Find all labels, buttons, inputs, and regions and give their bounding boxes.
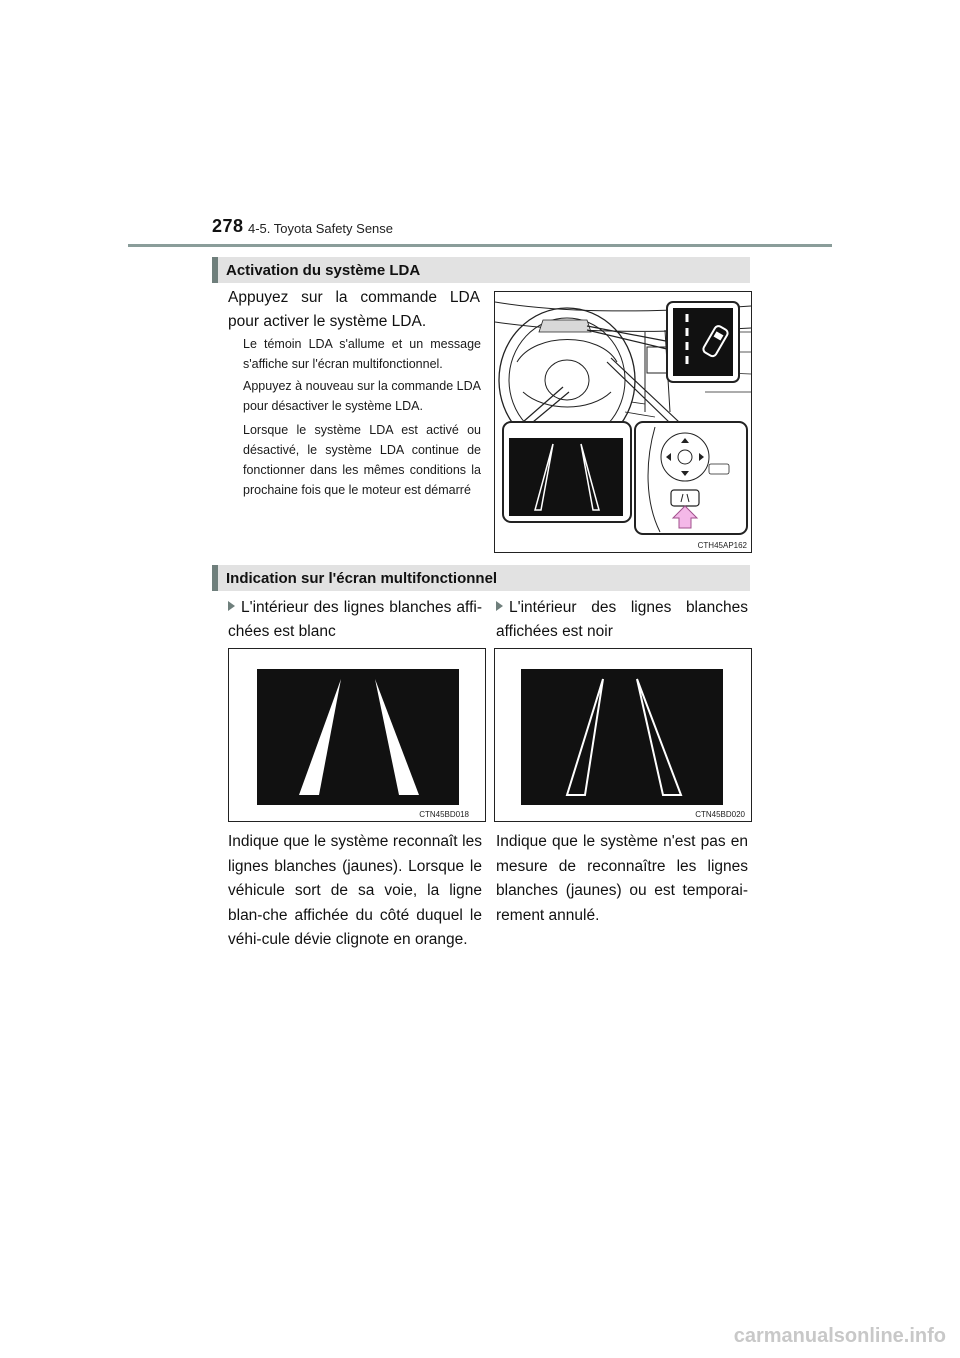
watermark: carmanualsonline.info bbox=[733, 1325, 946, 1347]
activation-instruction: Appuyez sur la commande LDA pour activer le système LDA. bbox=[228, 289, 480, 330]
lane-display-figure-white bbox=[228, 648, 486, 822]
dashboard-illustration bbox=[495, 292, 751, 552]
lane-display-white bbox=[229, 649, 485, 821]
bullet-white-inside bbox=[228, 596, 482, 644]
figure-code: CTN45BD020 bbox=[695, 810, 745, 819]
figure-code: CTN45BD018 bbox=[419, 810, 469, 819]
bullet-triangle-icon bbox=[228, 601, 235, 611]
bullet-text: L'intérieur des lignes blanches affichées est noir bbox=[496, 599, 748, 640]
bullet-triangle-icon bbox=[496, 601, 503, 611]
figure-code: CTH45AP162 bbox=[697, 541, 747, 550]
section-heading-activation bbox=[212, 257, 750, 283]
note-deactivate: Appuyez à nouveau sur la commande LDA pour désactiver le système LDA. bbox=[243, 379, 481, 413]
dashboard-figure bbox=[494, 291, 752, 553]
section-title: Indication sur l'écran multifonctionnel bbox=[226, 569, 498, 587]
section-heading-indication bbox=[212, 565, 750, 591]
section-title: Activation du système LDA bbox=[226, 261, 421, 279]
caption-white-inside: Indique que le système reconnaît les lignes blanches (jaunes). Lorsque le véhicule sort de sa voie, la ligne blan-che affichée du côté duquel le véhi-cule dévie clignote en orange. bbox=[228, 833, 482, 948]
page-number: 278 bbox=[212, 216, 244, 236]
breadcrumb: 4-5. Toyota Safety Sense bbox=[248, 221, 394, 236]
section-marker bbox=[212, 565, 218, 591]
header-rule bbox=[128, 244, 832, 247]
lane-display-figure-outline bbox=[494, 648, 752, 822]
bullet-black-inside bbox=[496, 596, 748, 644]
note-indicator: Le témoin LDA s'allume et un message s'affiche sur l'écran multifonctionnel. bbox=[243, 337, 481, 371]
caption-black-inside: Indique que le système n'est pas en mesure de reconnaître les lignes blanches (jaunes) ou est temporai-rement annulé. bbox=[496, 833, 748, 924]
section-marker bbox=[212, 257, 218, 283]
note-memory: Lorsque le système LDA est activé ou désactivé, le système LDA continue de fonctionner dans les mêmes conditions la prochaine fois que le moteur est démarré bbox=[243, 423, 481, 497]
bullet-text: L'intérieur des lignes blanches affi-chées est blanc bbox=[228, 599, 482, 640]
lane-display-outline bbox=[495, 649, 751, 821]
